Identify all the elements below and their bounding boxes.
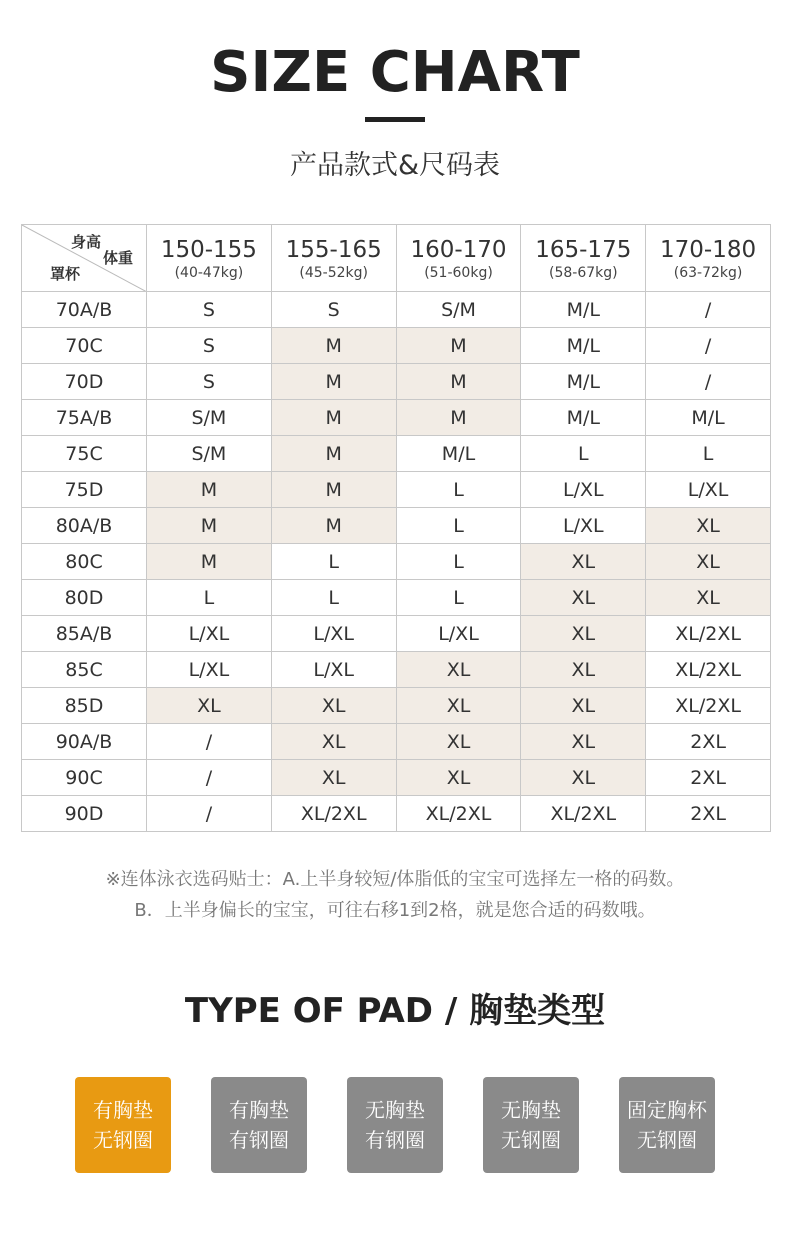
size-cell: XL/2XL bbox=[396, 796, 521, 832]
weight-range: (58-67kg) bbox=[548, 265, 618, 281]
size-cell: 2XL bbox=[646, 760, 771, 796]
pad-option-line-2: 无钢圈 bbox=[93, 1128, 153, 1152]
size-cell: XL bbox=[147, 688, 272, 724]
table-row bbox=[22, 364, 771, 400]
pad-option-line-1: 有胸垫 bbox=[229, 1098, 289, 1122]
column-header bbox=[521, 225, 646, 292]
pad-option-unpadded-no-wire[interactable] bbox=[483, 1077, 579, 1173]
table-row bbox=[22, 652, 771, 688]
size-cell: L/XL bbox=[271, 652, 396, 688]
table-row bbox=[22, 616, 771, 652]
size-cell: XL bbox=[271, 724, 396, 760]
size-cell: M/L bbox=[521, 328, 646, 364]
pad-option-line-2: 无钢圈 bbox=[637, 1128, 697, 1152]
pad-option-line-1: 无胸垫 bbox=[365, 1098, 425, 1122]
table-row bbox=[22, 508, 771, 544]
size-cell: XL bbox=[646, 508, 771, 544]
size-cell: M bbox=[147, 508, 272, 544]
table-corner-cell bbox=[22, 225, 147, 292]
size-cell: L/XL bbox=[521, 508, 646, 544]
size-cell: M bbox=[271, 472, 396, 508]
size-cell: XL bbox=[521, 580, 646, 616]
cup-size-cell: 85D bbox=[22, 688, 147, 724]
page-subtitle: 产品款式&尺码表 bbox=[289, 150, 501, 181]
pad-option-line-1: 无胸垫 bbox=[501, 1098, 561, 1122]
size-cell: M bbox=[271, 400, 396, 436]
table-header-row bbox=[22, 225, 771, 292]
size-cell: XL bbox=[521, 544, 646, 580]
table-row bbox=[22, 580, 771, 616]
size-cell: XL bbox=[521, 616, 646, 652]
size-cell: S bbox=[147, 292, 272, 328]
pad-option-line-1: 有胸垫 bbox=[93, 1098, 153, 1122]
cup-size-cell: 90C bbox=[22, 760, 147, 796]
cup-size-cell: 70C bbox=[22, 328, 147, 364]
cup-size-cell: 70A/B bbox=[22, 292, 147, 328]
column-header bbox=[147, 225, 272, 292]
size-cell: M bbox=[271, 364, 396, 400]
cup-size-cell: 90A/B bbox=[22, 724, 147, 760]
size-cell: XL/2XL bbox=[646, 652, 771, 688]
table-row bbox=[22, 724, 771, 760]
size-cell: S bbox=[147, 364, 272, 400]
column-header bbox=[646, 225, 771, 292]
table-row bbox=[22, 544, 771, 580]
height-range: 155-165 bbox=[285, 237, 382, 263]
column-header bbox=[271, 225, 396, 292]
size-cell: M bbox=[271, 436, 396, 472]
size-tip-line-1: ※连体泳衣选码贴士：A.上半身较短/体脂低的宝宝可选择左一格的码数。 bbox=[105, 869, 685, 890]
size-cell: M bbox=[147, 472, 272, 508]
height-range: 160-170 bbox=[410, 237, 507, 263]
size-cell: M/L bbox=[521, 364, 646, 400]
size-cell: 2XL bbox=[646, 796, 771, 832]
size-cell: M bbox=[396, 400, 521, 436]
size-cell: XL/2XL bbox=[646, 616, 771, 652]
size-cell: L bbox=[521, 436, 646, 472]
size-cell: XL bbox=[646, 544, 771, 580]
size-cell: L bbox=[271, 544, 396, 580]
size-cell: XL/2XL bbox=[271, 796, 396, 832]
size-cell: L bbox=[396, 580, 521, 616]
size-cell: L bbox=[396, 472, 521, 508]
size-cell: / bbox=[147, 724, 272, 760]
weight-label: 体重 bbox=[103, 249, 134, 267]
pad-option-padded-wired[interactable] bbox=[211, 1077, 307, 1173]
table-row bbox=[22, 292, 771, 328]
cup-size-cell: 75A/B bbox=[22, 400, 147, 436]
pad-option-padded-no-wire[interactable] bbox=[75, 1077, 171, 1173]
size-cell: 2XL bbox=[646, 724, 771, 760]
size-cell: M bbox=[271, 328, 396, 364]
cup-size-cell: 80C bbox=[22, 544, 147, 580]
page-title: SIZE CHART bbox=[210, 40, 580, 105]
cup-size-cell: 75D bbox=[22, 472, 147, 508]
size-cell: M/L bbox=[521, 400, 646, 436]
size-tip-line-2: B．上半身偏长的宝宝，可往右移1到2格，就是您合适的码数哦。 bbox=[134, 900, 656, 921]
table-row bbox=[22, 796, 771, 832]
size-cell: XL bbox=[396, 652, 521, 688]
pad-section-title: TYPE OF PAD / 胸垫类型 bbox=[184, 991, 606, 1031]
size-cell: M/L bbox=[646, 400, 771, 436]
size-cell: S/M bbox=[396, 292, 521, 328]
size-cell: XL/2XL bbox=[521, 796, 646, 832]
size-cell: XL bbox=[521, 652, 646, 688]
cup-size-cell: 85C bbox=[22, 652, 147, 688]
size-cell: M/L bbox=[521, 292, 646, 328]
table-body bbox=[22, 292, 771, 832]
cup-size-cell: 90D bbox=[22, 796, 147, 832]
size-cell: S/M bbox=[147, 436, 272, 472]
size-cell: L/XL bbox=[396, 616, 521, 652]
weight-range: (51-60kg) bbox=[424, 265, 493, 281]
size-cell: M bbox=[271, 508, 396, 544]
table-row bbox=[22, 688, 771, 724]
size-cell: S bbox=[147, 328, 272, 364]
size-cell: L/XL bbox=[147, 616, 272, 652]
height-range: 170-180 bbox=[660, 237, 757, 263]
height-range: 165-175 bbox=[535, 237, 632, 263]
title-underline bbox=[365, 117, 425, 122]
size-cell: / bbox=[646, 364, 771, 400]
pad-option-line-2: 有钢圈 bbox=[365, 1128, 425, 1152]
size-cell: XL bbox=[396, 724, 521, 760]
size-cell: L/XL bbox=[646, 472, 771, 508]
weight-range: (40-47kg) bbox=[174, 265, 244, 281]
cup-size-cell: 85A/B bbox=[22, 616, 147, 652]
cup-size-cell: 80D bbox=[22, 580, 147, 616]
size-cell: XL bbox=[521, 760, 646, 796]
cup-size-cell: 70D bbox=[22, 364, 147, 400]
size-cell: XL bbox=[271, 760, 396, 796]
size-cell: L bbox=[396, 544, 521, 580]
size-cell: L bbox=[271, 580, 396, 616]
size-cell: M/L bbox=[396, 436, 521, 472]
size-cell: / bbox=[646, 292, 771, 328]
pad-option-line-2: 无钢圈 bbox=[501, 1128, 561, 1152]
size-cell: M bbox=[396, 364, 521, 400]
size-cell: L bbox=[147, 580, 272, 616]
cup-size-cell: 75C bbox=[22, 436, 147, 472]
size-cell: XL bbox=[521, 724, 646, 760]
weight-range: (45-52kg) bbox=[299, 265, 368, 281]
size-cell: S bbox=[271, 292, 396, 328]
table-row bbox=[22, 760, 771, 796]
size-chart-table bbox=[21, 224, 771, 832]
pad-option-unpadded-wired[interactable] bbox=[347, 1077, 443, 1173]
pad-option-line-2: 有钢圈 bbox=[229, 1128, 289, 1152]
size-cell: / bbox=[147, 796, 272, 832]
cup-size-cell: 80A/B bbox=[22, 508, 147, 544]
size-cell: XL/2XL bbox=[646, 688, 771, 724]
height-label: 身高 bbox=[71, 233, 102, 251]
size-cell: XL bbox=[521, 688, 646, 724]
size-cell: M bbox=[396, 328, 521, 364]
column-header bbox=[396, 225, 521, 292]
size-cell: / bbox=[147, 760, 272, 796]
pad-option-line-1: 固定胸杯 bbox=[627, 1098, 707, 1122]
size-cell: M bbox=[147, 544, 272, 580]
table-row bbox=[22, 328, 771, 364]
size-cell: L/XL bbox=[521, 472, 646, 508]
cup-label: 罩杯 bbox=[50, 265, 81, 283]
pad-option-fixed-cup-no-wire[interactable] bbox=[619, 1077, 715, 1173]
table-row bbox=[22, 436, 771, 472]
size-cell: / bbox=[646, 328, 771, 364]
size-cell: L bbox=[646, 436, 771, 472]
size-cell: XL bbox=[271, 688, 396, 724]
table-row bbox=[22, 472, 771, 508]
table-row bbox=[22, 400, 771, 436]
weight-range: (63-72kg) bbox=[673, 265, 743, 281]
size-cell: XL bbox=[396, 688, 521, 724]
size-cell: XL bbox=[646, 580, 771, 616]
size-cell: S/M bbox=[147, 400, 272, 436]
size-cell: XL bbox=[396, 760, 521, 796]
size-cell: L/XL bbox=[147, 652, 272, 688]
height-range: 150-155 bbox=[160, 237, 257, 263]
size-cell: L/XL bbox=[271, 616, 396, 652]
size-cell: L bbox=[396, 508, 521, 544]
